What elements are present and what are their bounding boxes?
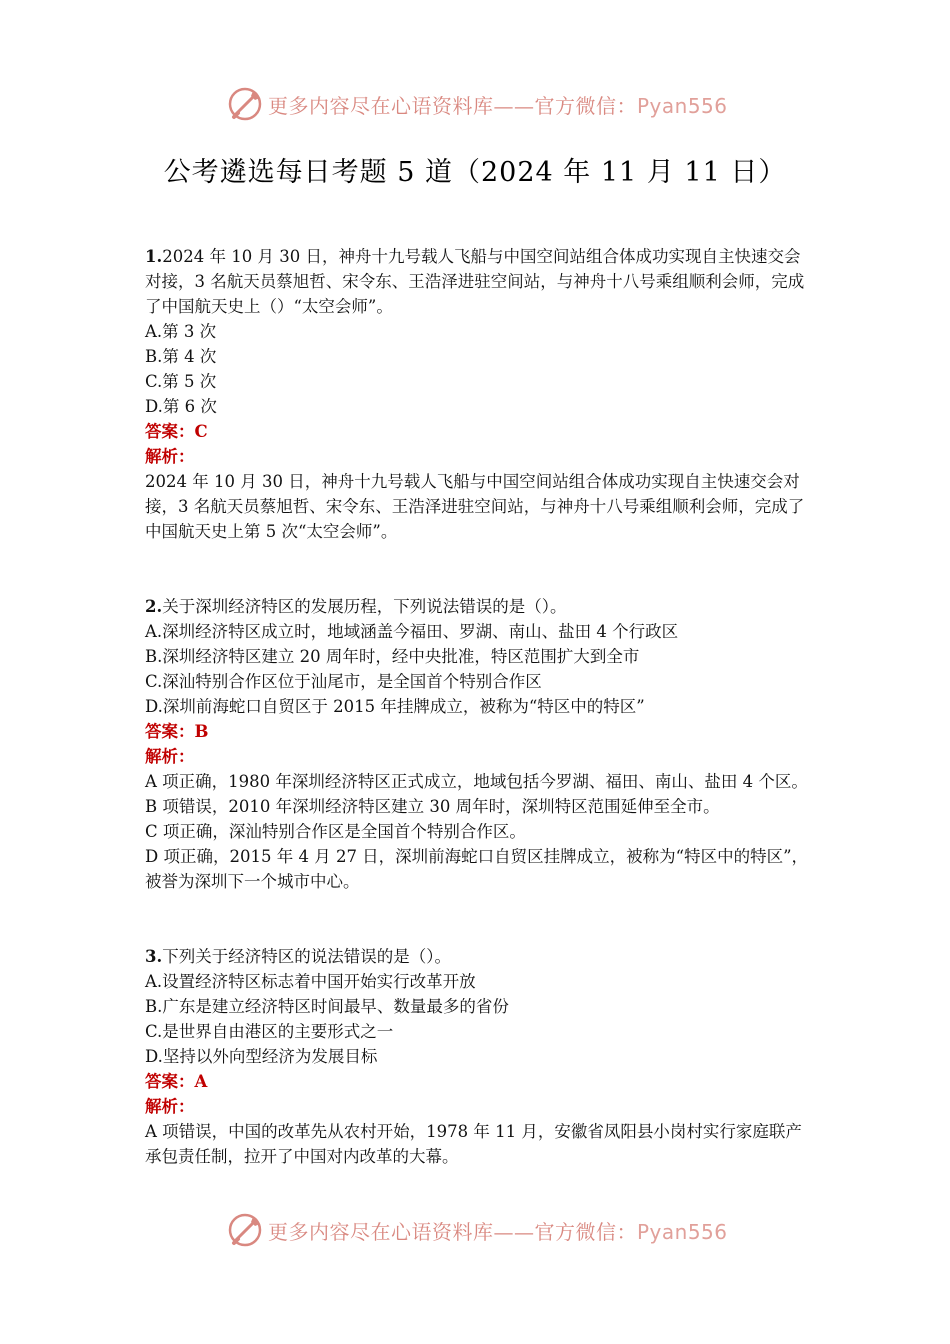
analysis-label: 解析： [145, 447, 195, 466]
option-d: D.深圳前海蛇口自贸区于 2015 年挂牌成立，被称为“特区中的特区” [145, 697, 645, 716]
analysis-label: 解析： [145, 1097, 195, 1116]
question-text: 下列关于经济特区的说法错误的是（）。 [162, 947, 451, 966]
analysis-label: 解析： [145, 747, 195, 766]
analysis-text: A 项错误，中国的改革先从农村开始，1978 年 11 月，安徽省凤阳县小岗村实行家庭联产承包责任制，拉开了中国对内改革的大幕。 [145, 1122, 802, 1166]
question-2 [145, 594, 810, 894]
question-text: 关于深圳经济特区的发展历程，下列说法错误的是（）。 [162, 597, 567, 616]
analysis-text: 2024 年 10 月 30 日，神舟十九号载人飞船与中国空间站组合体成功实现自主快速交会对接，3 名航天员蔡旭哲、宋令东、王浩泽进驻空间站，与神舟十八号乘组顺利会师，完成了中国航天史上第 5 次“太空会师”。 [145, 472, 805, 541]
banner-text: 更多内容尽在心语资料库——官方微信： [268, 93, 637, 118]
question-number: 2. [145, 597, 163, 616]
footer-banner [0, 1208, 950, 1252]
question-3 [145, 944, 810, 1169]
answer-label: 答案：C [145, 422, 208, 441]
analysis-text: B 项错误，2010 年深圳经济特区建立 30 周年时，深圳特区范围延伸至全市。 [145, 797, 720, 816]
analysis-text: A 项正确，1980 年深圳经济特区正式成立，地域包括今罗湖、福田、南山、盐田 4 个区。 [145, 772, 808, 791]
option-d: D.第 6 次 [145, 397, 217, 416]
question-stem [145, 944, 810, 969]
option-b: B.广东是建立经济特区时间最早、数量最多的省份 [145, 997, 509, 1016]
option-c: C.第 5 次 [145, 372, 217, 391]
question-number: 1. [145, 247, 163, 266]
option-c: C.是世界自由港区的主要形式之一 [145, 1022, 394, 1041]
option-c: C.深汕特别合作区位于汕尾市，是全国首个特别合作区 [145, 672, 542, 691]
option-a: A.第 3 次 [145, 322, 217, 341]
option-b: B.深圳经济特区建立 20 周年时，经中央批准，特区范围扩大到全市 [145, 647, 640, 666]
analysis-text: D 项正确，2015 年 4 月 27 日，深圳前海蛇口自贸区挂牌成立，被称为“特区中的特区”，被誉为深圳下一个城市中心。 [145, 847, 809, 891]
option-a: A.设置经济特区标志着中国开始实行改革开放 [145, 972, 476, 991]
header-banner [0, 82, 950, 126]
banner-wechat-id: Pyan556 [637, 93, 728, 118]
option-a: A.深圳经济特区成立时，地域涵盖今福田、罗湖、南山、盐田 4 个行政区 [145, 622, 679, 641]
pen-logo-icon [226, 84, 266, 124]
question-number: 3. [145, 947, 163, 966]
answer-label: 答案：B [145, 722, 209, 741]
page-title: 公考遴选每日考题 5 道（2024 年 11 月 11 日） [163, 157, 787, 188]
question-list [145, 244, 810, 1169]
answer-label: 答案：A [145, 1072, 208, 1091]
pen-logo-icon [226, 1210, 266, 1250]
question-stem [145, 594, 810, 619]
question-stem [145, 244, 810, 319]
banner-text: 更多内容尽在心语资料库——官方微信： [268, 1219, 637, 1244]
question-1 [145, 244, 810, 544]
question-text: 2024 年 10 月 30 日，神舟十九号载人飞船与中国空间站组合体成功实现自主快速交会对接，3 名航天员蔡旭哲、宋令东、王浩泽进驻空间站，与神舟十八号乘组顺利会师，完成了中国航天史上（）“太空会师”。 [145, 247, 805, 316]
option-b: B.第 4 次 [145, 347, 217, 366]
banner-wechat-id: Pyan556 [637, 1219, 728, 1244]
option-d: D.坚持以外向型经济为发展目标 [145, 1047, 378, 1066]
analysis-text: C 项正确，深汕特别合作区是全国首个特别合作区。 [145, 822, 526, 841]
